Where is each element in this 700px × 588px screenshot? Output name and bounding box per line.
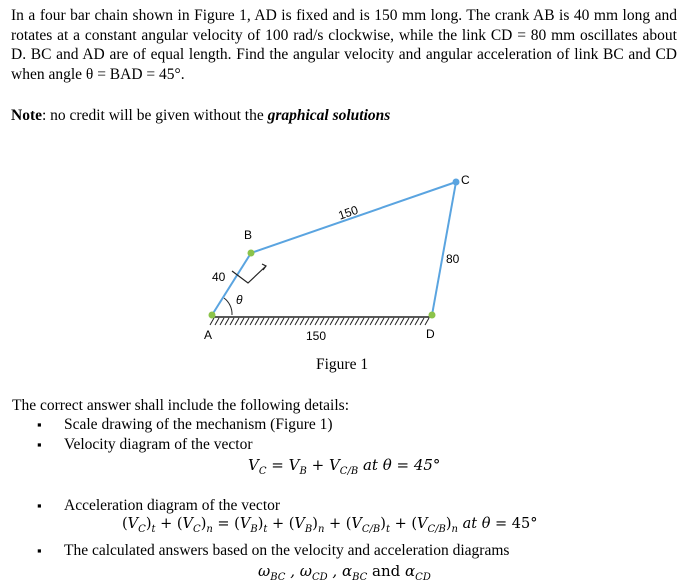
hatch-line bbox=[400, 318, 404, 325]
joint-c bbox=[453, 179, 460, 186]
requirement-item: ▪ The calculated answers based on the velocity and acceleration diagrams bbox=[64, 542, 509, 560]
hatch-line bbox=[330, 318, 334, 325]
problem-text: In a four bar chain shown in Figure 1, AD is fixed and is 150 mm long. The crank AB is 40 mm long and rotates at a constant angular velocity of 100 rad/s clockwise, while the link CD = 80 mm oscillates about D. BC and AD are of equal length. Find the angular velocity and angular acceleration of link BC and CD when angle θ = BAD = 45°. bbox=[11, 7, 677, 83]
joint-a bbox=[209, 312, 216, 319]
length-cd: 80 bbox=[446, 252, 460, 266]
length-ad: 150 bbox=[306, 329, 327, 343]
hatch-line bbox=[210, 318, 214, 325]
hatch-line bbox=[265, 318, 269, 325]
hatch-line bbox=[220, 318, 224, 325]
hatch-line bbox=[360, 318, 364, 325]
length-ab: 40 bbox=[212, 270, 226, 284]
hatch-line bbox=[225, 318, 229, 325]
hatch-line bbox=[320, 318, 324, 325]
hatch-line bbox=[260, 318, 264, 325]
note-text: : no credit will be given without the bbox=[42, 107, 268, 124]
hatch-line bbox=[355, 318, 359, 325]
hatch-line bbox=[340, 318, 344, 325]
hatch-line bbox=[385, 318, 389, 325]
hatch-line bbox=[240, 318, 244, 325]
note-emphasis: graphical solutions bbox=[267, 107, 391, 124]
hatch-line bbox=[270, 318, 274, 325]
hatch-line bbox=[245, 318, 249, 325]
hatch-line bbox=[350, 318, 354, 325]
hatch-line bbox=[300, 318, 304, 325]
requirement-item: ▪ Velocity diagram of the vector bbox=[64, 436, 253, 454]
velocity-equation: $V_C = V_B + V_{C/B}$ at θ = 45° bbox=[248, 456, 441, 477]
hatch-line bbox=[345, 318, 349, 325]
requirement-item: ▪ Scale drawing of the mechanism (Figure 1) bbox=[64, 416, 333, 434]
joint-d bbox=[429, 312, 436, 319]
acceleration-equation: $(V_C)_t + (V_C)_n = (V_B)_t + (V_B)_n + (V_{C/B})_t + (V_{C/B})_n$ at θ = 45° bbox=[122, 516, 538, 535]
figure-caption: Figure 1 bbox=[316, 356, 369, 373]
label-b: B bbox=[244, 228, 253, 242]
label-a: A bbox=[204, 328, 213, 342]
joint-b bbox=[248, 250, 255, 257]
hatch-line bbox=[215, 318, 219, 325]
hatch-line bbox=[275, 318, 279, 325]
hatch-line bbox=[310, 318, 314, 325]
requirement-item: ▪ Acceleration diagram of the vector bbox=[64, 497, 280, 515]
hatch-line bbox=[370, 318, 374, 325]
hatch-line bbox=[290, 318, 294, 325]
link-ab bbox=[212, 253, 251, 315]
hatch-line bbox=[425, 318, 429, 325]
hatch-line bbox=[380, 318, 384, 325]
answers-equation: $\omega_{BC}$ , $\omega_{CD}$ , $\alpha_{BC}$ and $\alpha_{CD}$ bbox=[258, 562, 431, 583]
note-label: Note bbox=[11, 107, 42, 124]
hatch-line bbox=[365, 318, 369, 325]
hatch-line bbox=[280, 318, 284, 325]
hatch-lines bbox=[210, 318, 429, 325]
link-cd bbox=[432, 182, 456, 315]
requirements-intro: The correct answer shall include the following details: bbox=[12, 397, 350, 414]
hatch-line bbox=[295, 318, 299, 325]
hatch-line bbox=[315, 318, 319, 325]
hatch-line bbox=[375, 318, 379, 325]
hatch-line bbox=[325, 318, 329, 325]
label-d: D bbox=[426, 327, 435, 341]
angle-arc bbox=[224, 298, 232, 315]
length-bc: 150 bbox=[336, 202, 360, 223]
hatch-line bbox=[405, 318, 409, 325]
hatch-line bbox=[255, 318, 259, 325]
label-c: C bbox=[461, 173, 470, 187]
hatch-line bbox=[335, 318, 339, 325]
angle-label: θ bbox=[236, 293, 243, 307]
hatch-line bbox=[415, 318, 419, 325]
hatch-line bbox=[395, 318, 399, 325]
hatch-line bbox=[420, 318, 424, 325]
hatch-line bbox=[390, 318, 394, 325]
hatch-line bbox=[410, 318, 414, 325]
hatch-line bbox=[235, 318, 239, 325]
hatch-line bbox=[305, 318, 309, 325]
hatch-line bbox=[285, 318, 289, 325]
hatch-line bbox=[250, 318, 254, 325]
hatch-line bbox=[230, 318, 234, 325]
